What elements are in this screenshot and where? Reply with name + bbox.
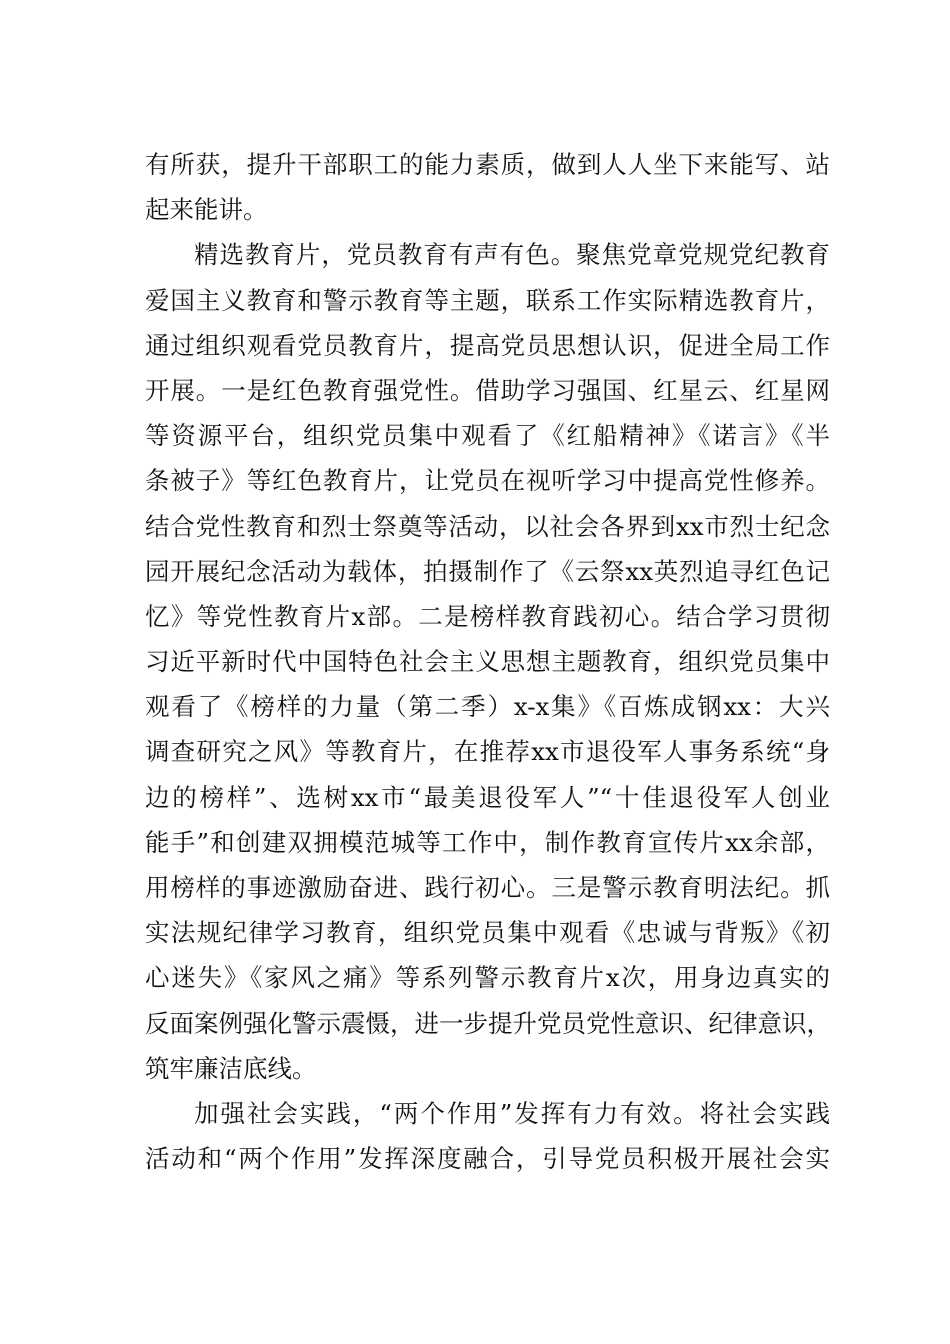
text-line: 实法规纪律学习教育，组织党员集中观看《忠诚与背叛》《初: [145, 918, 830, 948]
text-line: 心迷失》《家风之痛》等系列警示教育片x次，用身边真实的: [145, 963, 830, 993]
text-line: 习近平新时代中国特色社会主义思想主题教育，组织党员集中: [145, 647, 830, 677]
text-line: 有所获，提升干部职工的能力素质，做到人人坐下来能写、站: [145, 150, 830, 179]
text-line: 筑牢廉洁底线。: [145, 1053, 317, 1083]
text-line: 观看了《榜样的力量（第二季）x-x集》《百炼成钢xx：大兴: [145, 692, 830, 722]
text-line: 能手”和创建双拥模范城等工作中，制作教育宣传片xx余部，: [145, 827, 830, 857]
text-line: 通过组织观看党员教育片，提高党员思想认识，促进全局工作: [145, 330, 830, 360]
text-line: 结合党性教育和烈士祭奠等活动，以社会各界到xx市烈士纪念: [145, 511, 830, 541]
text-line: 开展。一是红色教育强党性。借助学习强国、红星云、红星网: [145, 375, 830, 405]
text-line: 等资源平台，组织党员集中观看了《红船精神》《诺言》《半: [145, 421, 830, 451]
text-line: 条被子》等红色教育片，让党员在视听学习中提高党性修养。: [145, 466, 830, 496]
text-line: 起来能讲。: [145, 195, 268, 225]
text-line: 活动和“两个作用”发挥深度融合，引导党员积极开展社会实: [145, 1144, 830, 1174]
paragraph-start-line: 精选教育片，党员教育有声有色。聚焦党章党规党纪教育: [194, 240, 830, 270]
text-line: 爱国主义教育和警示教育等主题，联系工作实际精选教育片，: [145, 285, 830, 315]
document-body: [145, 142, 830, 1181]
text-line: 园开展纪念活动为载体，拍摄制作了《云祭xx英烈追寻红色记: [145, 556, 830, 586]
text-line: 边的榜样”、选树xx市“最美退役军人”“十佳退役军人创业: [145, 782, 830, 812]
text-line: 反面案例强化警示震慑，进一步提升党员党性意识、纪律意识，: [145, 1008, 831, 1038]
text-line: 忆》等党性教育片x部。二是榜样教育践初心。结合学习贯彻: [145, 601, 830, 631]
text-line: 用榜样的事迹激励奋进、践行初心。三是警示教育明法纪。抓: [145, 873, 830, 902]
paragraph-start-line: 加强社会实践，“两个作用”发挥有力有效。将社会实践: [194, 1098, 830, 1128]
text-line: 调查研究之风》等教育片，在推荐xx市退役军人事务系统“身: [145, 737, 830, 767]
